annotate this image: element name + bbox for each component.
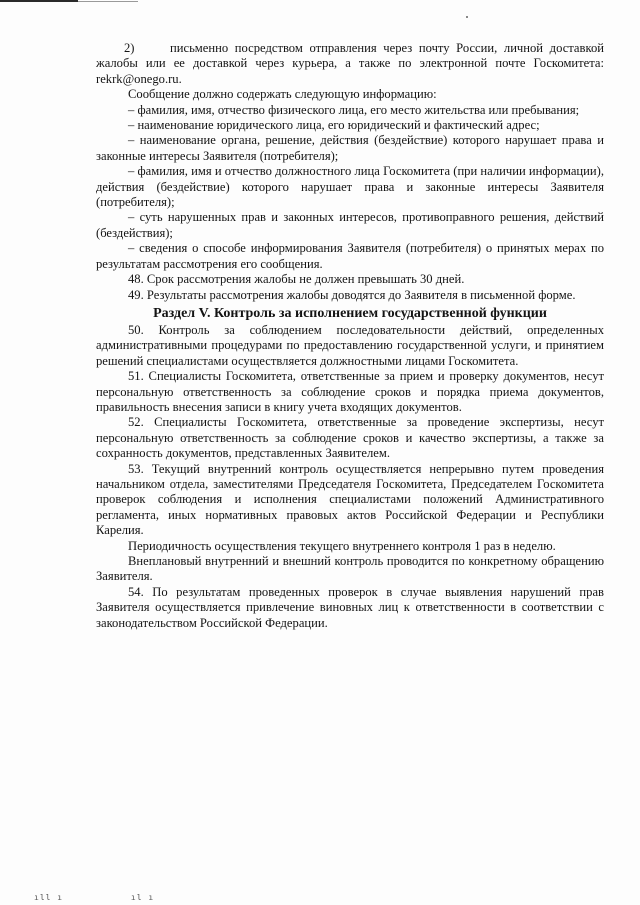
paragraph-52: 52. Специалисты Госкомитета, ответственные за проведение экспертизы, несут персональную ответственность за соблюдение сроков и качество экспертизы, а также за сохранность документов, представленных Заявителем. <box>96 415 604 461</box>
requirement-item: – суть нарушенных прав и законных интересов, противоправного решения, действий (бездействия); <box>96 210 604 240</box>
paragraph-48: 48. Срок рассмотрения жалобы не должен превышать 30 дней. <box>128 272 465 287</box>
scan-edge-rule <box>0 0 78 2</box>
scan-footer-marks <box>34 893 216 902</box>
scan-edge-rule-thin <box>78 1 138 2</box>
footer-mark-left: ıll ı <box>34 893 64 902</box>
unscheduled-control-paragraph: Внеплановый внутренний и внешний контроль проводится по конкретному обращению Заявителя. <box>96 554 604 584</box>
requirement-item: – фамилия, имя, отчество физического лица, его место жительства или пребывания; <box>128 102 580 117</box>
periodicity-paragraph: Периодичность осуществления текущего внутреннего контроля 1 раз в неделю. <box>128 538 556 553</box>
section-5-heading: Раздел V. Контроль за исполнением государственной функции <box>153 305 547 321</box>
requirement-item: – сведения о способе информирования Заявителя (потребителя) о принятых мерах по результатам рассмотрения его сообщения. <box>96 241 604 271</box>
paragraph-53: 53. Текущий внутренний контроль осуществляется непрерывно путем проведения начальником отдела, заместителями Председателя Госкомитета, Председателем Госкомитета проверок соблюдения и исполнения специалистами положений Административного регламента, иных нормативных правовых актов Российской Федерации и Республики Карелия. <box>96 461 604 538</box>
paragraph-50: 50. Контроль за соблюдением последовательности действий, определенных административными процедурами по предоставлению государственной услуги, и принятием решений специалистами осуществляется должностными лицами Госкомитета. <box>96 322 604 368</box>
requirement-item: – наименование юридического лица, его юридический и фактический адрес; <box>128 118 540 133</box>
item-2-paragraph <box>96 41 604 87</box>
paragraph-51: 51. Специалисты Госкомитета, ответственные за прием и проверку документов, несут персональную ответственность за соблюдение сроков и порядка приема документов, правильность внесения записи в книгу учета входящих документов. <box>96 369 604 414</box>
item-2-text: письменно посредством отправления через почту России, личной доставкой жалобы или ее доставкой через курьера, а также по электронной почте Госкомитета: rekrk@onego.ru. <box>96 41 604 86</box>
scan-speck <box>466 16 468 18</box>
item-2-number: 2) <box>124 41 135 55</box>
message-intro: Сообщение должно содержать следующую информацию: <box>128 87 437 102</box>
requirement-item: – фамилия, имя и отчество должностного лица Госкомитета (при наличии информации), действия (бездействие) которого нарушает права и законные интересы Заявителя (потребителя); <box>96 164 604 210</box>
paragraph-54: 54. По результатам проведенных проверок в случае выявления нарушений прав Заявителя осуществляется привлечение виновных лиц к ответственности в соответствии с законодательством Российской Федерации. <box>96 584 604 630</box>
footer-mark-right: ıl ı <box>130 893 155 902</box>
paragraph-49: 49. Результаты рассмотрения жалобы доводятся до Заявителя в письменной форме. <box>128 287 576 302</box>
requirement-item: – наименование органа, решение, действия (бездействие) которого нарушает права и законные интересы Заявителя (потребителя); <box>96 133 604 163</box>
document-body <box>96 41 604 631</box>
